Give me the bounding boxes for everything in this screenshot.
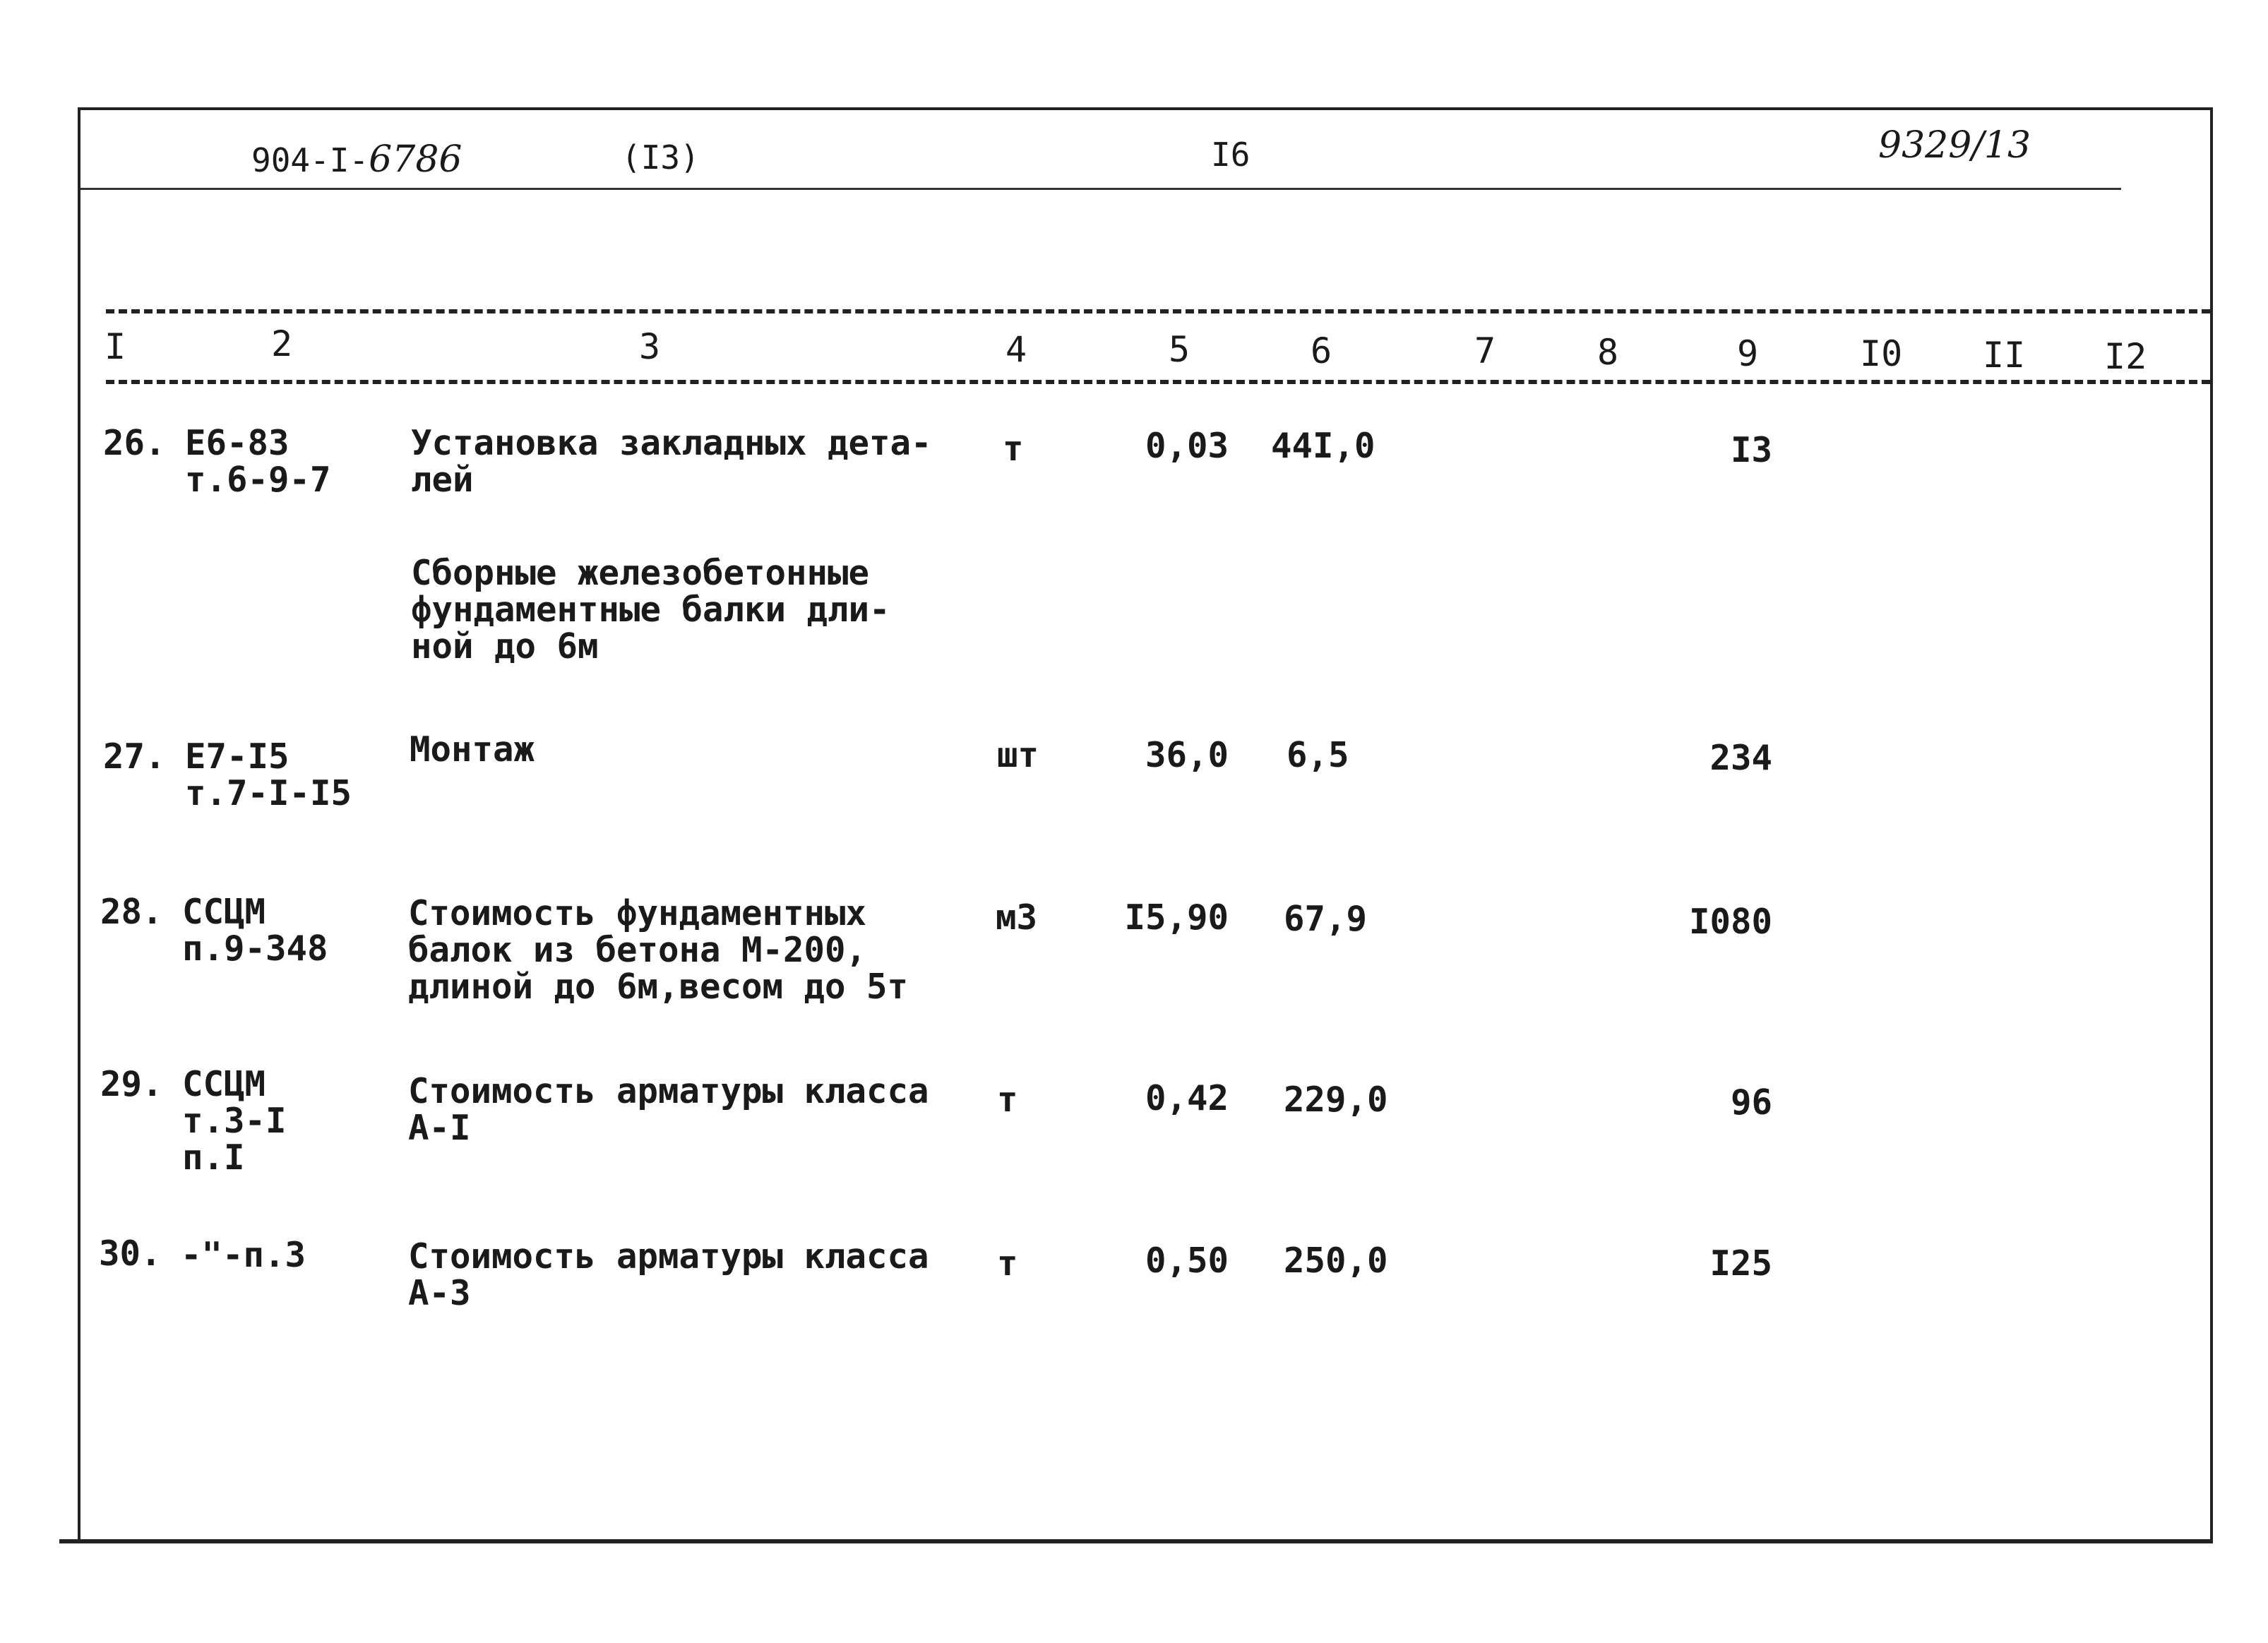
column-number-1: I bbox=[105, 326, 126, 367]
column-number-12: I2 bbox=[2104, 336, 2147, 377]
code-line: Е7-I5 bbox=[185, 736, 290, 777]
row-28-quantity: I5,90 bbox=[1124, 897, 1229, 938]
code-line: т.6-9-7 bbox=[185, 460, 331, 500]
code-line: Е6-83 bbox=[185, 423, 290, 463]
row-28-total: I080 bbox=[1688, 902, 1772, 942]
row-28-unit-price: 67,9 bbox=[1284, 899, 1368, 939]
row-26-total: I3 bbox=[1730, 430, 1772, 470]
description-line: длиной до 6м,весом до 5т bbox=[408, 967, 909, 1007]
row-29-code bbox=[182, 1066, 287, 1176]
column-number-4: 4 bbox=[1005, 329, 1027, 370]
column-header-bottom-rule bbox=[106, 380, 2210, 384]
column-header-top-rule bbox=[106, 309, 2210, 313]
archive-number: 9329/13 bbox=[1878, 124, 2031, 167]
description-line: балок из бетона М-200, bbox=[408, 930, 867, 970]
doc-number-handwritten: 6786 bbox=[369, 138, 462, 181]
description-line: А-3 bbox=[408, 1273, 471, 1313]
row-30-code bbox=[181, 1237, 306, 1274]
description-line: Установка закладных дета- bbox=[411, 423, 932, 463]
row-30-total: I25 bbox=[1709, 1243, 1772, 1284]
row-27-unit-price: 6,5 bbox=[1287, 735, 1349, 775]
row-26-code bbox=[185, 425, 331, 498]
code-line: п.I bbox=[182, 1137, 245, 1178]
code-line: ССЦМ bbox=[182, 892, 266, 932]
code-line: ССЦМ bbox=[182, 1064, 266, 1104]
row-29-unit-price: 229,0 bbox=[1284, 1080, 1388, 1120]
row-26-description bbox=[411, 425, 932, 498]
row-28-number: 28. bbox=[100, 892, 163, 932]
description-line: Стоимость арматуры класса bbox=[408, 1071, 929, 1111]
row-28-code bbox=[182, 894, 328, 967]
column-number-2: 2 bbox=[271, 323, 293, 364]
column-number-8: 8 bbox=[1597, 332, 1619, 373]
row-27-unit: шт bbox=[997, 735, 1039, 775]
row-27-total: 234 bbox=[1709, 738, 1772, 778]
column-number-10: I0 bbox=[1860, 333, 1903, 374]
header-rule bbox=[80, 188, 2121, 190]
frame-right-border bbox=[2210, 107, 2213, 1543]
frame-top-border bbox=[79, 107, 2213, 110]
row-29-number: 29. bbox=[100, 1064, 163, 1104]
description-line: лей bbox=[411, 460, 474, 500]
page-number: I6 bbox=[1211, 136, 1251, 174]
row-27-number: 27. bbox=[103, 736, 166, 777]
row-30-unit: т bbox=[997, 1243, 1018, 1284]
description-line: Монтаж bbox=[410, 729, 535, 770]
doc-number-printed: 904-I- bbox=[251, 141, 369, 179]
code-line: т.3-I bbox=[182, 1101, 287, 1141]
row-28-unit: м3 bbox=[996, 897, 1038, 938]
row-29-total: 96 bbox=[1730, 1082, 1772, 1123]
description-line: А-I bbox=[408, 1108, 471, 1148]
description-line: Стоимость фундаментных bbox=[408, 893, 867, 933]
row-29-quantity: 0,42 bbox=[1145, 1078, 1229, 1118]
column-number-9: 9 bbox=[1737, 333, 1759, 374]
description-line: Стоимость арматуры класса bbox=[408, 1236, 929, 1277]
row-30-number: 30. bbox=[99, 1233, 162, 1274]
sheet-ref: (I3) bbox=[621, 138, 700, 177]
row-27-description bbox=[410, 731, 535, 768]
row-30-description bbox=[408, 1238, 929, 1312]
column-number-11: II bbox=[1983, 335, 2026, 376]
row-26-unit-price: 44I,0 bbox=[1271, 426, 1375, 466]
row-27-quantity: 36,0 bbox=[1145, 735, 1229, 775]
column-number-7: 7 bbox=[1474, 330, 1496, 371]
description-line: Сборные железобетонные bbox=[411, 553, 870, 593]
row-29-description bbox=[408, 1073, 929, 1147]
row-26-number: 26. bbox=[103, 423, 166, 463]
doc-number bbox=[251, 138, 462, 181]
row-28-description bbox=[408, 895, 908, 1005]
code-line: п.9-348 bbox=[182, 928, 328, 969]
code-line: т.7-I-I5 bbox=[185, 773, 352, 813]
row-26-unit: т bbox=[1003, 429, 1024, 469]
column-number-5: 5 bbox=[1169, 329, 1190, 370]
frame-left-border bbox=[78, 107, 80, 1543]
description-line: фундаментные балки дли- bbox=[411, 590, 890, 630]
row-30-unit-price: 250,0 bbox=[1284, 1241, 1388, 1281]
column-number-3: 3 bbox=[639, 326, 661, 367]
column-number-6: 6 bbox=[1311, 330, 1332, 371]
frame-bottom-border bbox=[59, 1539, 2213, 1543]
row-27-code bbox=[185, 736, 352, 813]
section-heading bbox=[411, 555, 890, 665]
row-30-quantity: 0,50 bbox=[1145, 1241, 1229, 1281]
row-26-quantity: 0,03 bbox=[1145, 426, 1229, 466]
code-line: -"-п.3 bbox=[181, 1235, 306, 1275]
row-29-unit: т bbox=[997, 1080, 1018, 1120]
description-line: ной до 6м bbox=[411, 626, 599, 667]
